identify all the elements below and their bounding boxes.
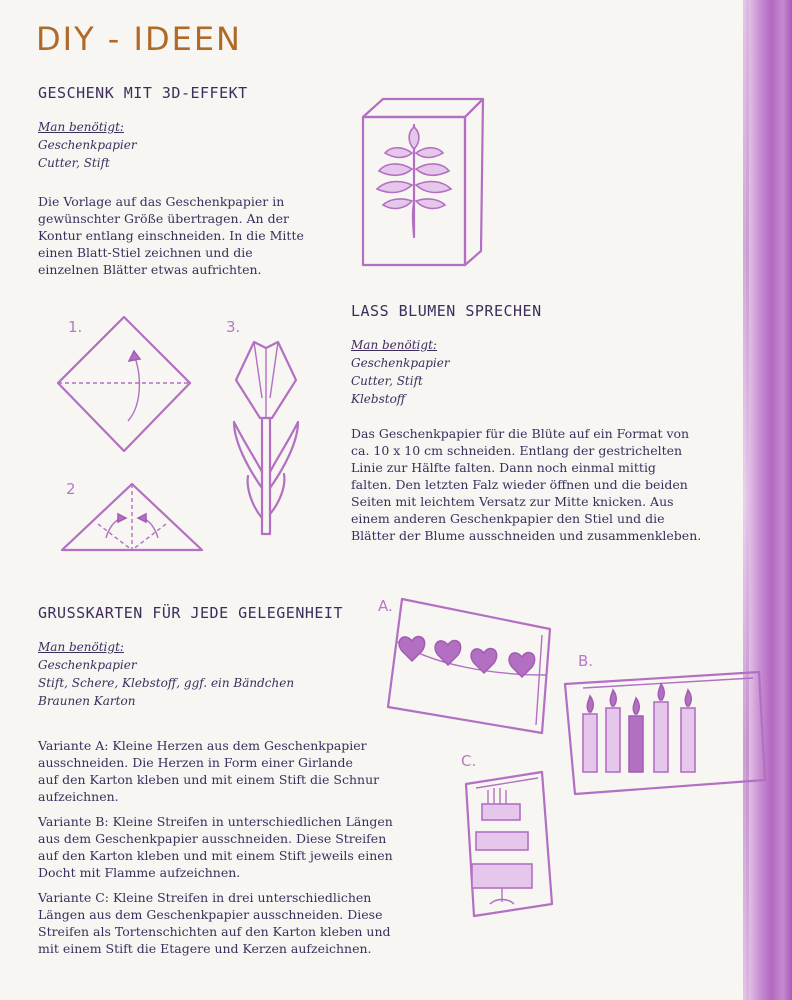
materials-list-flowers	[351, 336, 450, 408]
card-label-b: B.	[578, 652, 594, 670]
variant-b	[38, 813, 428, 881]
text-line: aus dem Geschenkpapier ausschneiden. Diese Streifen	[38, 831, 387, 846]
card-b-candles-illustration	[563, 668, 768, 798]
text-line: ca. 10 x 10 cm schneiden. Entlang der gestrichelten	[351, 443, 683, 458]
variants-text	[38, 737, 428, 957]
text-line: Docht mit Flamme aufzeichnen.	[38, 865, 241, 880]
material-item: Cutter, Stift	[38, 156, 110, 170]
tulip-diagram	[226, 338, 306, 538]
card-c-cake-illustration	[460, 770, 556, 920]
card-label-c: C.	[461, 752, 477, 770]
text-line: Die Vorlage auf das Geschenkpapier in	[38, 194, 285, 209]
text-line: einen Blatt-Stiel zeichnen und die	[38, 245, 253, 260]
variant-a	[38, 737, 428, 805]
text-line: Variante A: Kleine Herzen aus dem Geschenkpapier	[38, 738, 367, 753]
text-line: gewünschter Größe übertragen. An der	[38, 211, 289, 226]
text-line: Linie zur Hälfte falten. Dann noch einmal mittig	[351, 460, 656, 475]
variant-c	[38, 889, 428, 957]
material-item: Braunen Karton	[38, 694, 136, 708]
material-item: Cutter, Stift	[351, 374, 423, 388]
card-label-a: A.	[378, 597, 393, 615]
materials-list-3d-gift	[38, 118, 137, 172]
step-label-2: 2	[66, 480, 76, 498]
text-line: Blätter der Blume ausschneiden und zusammenkleben.	[351, 528, 702, 543]
text-line: ausschneiden. Die Herzen in Form einer Girlande	[38, 755, 353, 770]
material-item: Klebstoff	[351, 392, 406, 406]
text-line: einem anderen Geschenkpapier den Stiel und die	[351, 511, 665, 526]
material-item: Stift, Schere, Klebstoff, ggf. ein Bändchen	[38, 676, 295, 690]
text-line: falten. Den letzten Falz wieder öffnen und die beiden	[351, 477, 688, 492]
text-line: Variante C: Kleine Streifen in drei unterschiedlichen	[38, 890, 372, 905]
page-title: DIY - IDEEN	[36, 20, 242, 58]
text-line: Längen aus dem Geschenkpapier ausschneiden. Diese	[38, 907, 383, 922]
text-line: Das Geschenkpapier für die Blüte auf ein Format von	[351, 426, 690, 441]
text-line: aufzeichnen.	[38, 789, 119, 804]
materials-heading: Man benötigt:	[351, 338, 437, 352]
text-line: auf den Karton kleben und mit einem Stift die Schnur	[38, 772, 380, 787]
section-title-greeting-cards: GRUSSKARTEN FÜR JEDE GELEGENHEIT	[38, 604, 343, 622]
material-item: Geschenkpapier	[38, 658, 137, 672]
material-item: Geschenkpapier	[38, 138, 137, 152]
watercolor-edge	[746, 0, 792, 1000]
materials-heading: Man benötigt:	[38, 120, 124, 134]
text-line: Seiten mit leichtem Versatz zur Mitte knicken. Aus	[351, 494, 674, 509]
text-line: auf den Karton kleben und mit einem Stift jeweils einen	[38, 848, 393, 863]
text-line: Variante B: Kleine Streifen in unterschiedlichen Längen	[38, 814, 393, 829]
materials-list-greeting-cards	[38, 638, 294, 710]
fold-step-2-diagram	[60, 480, 205, 555]
section-title-flowers: LASS BLUMEN SPRECHEN	[351, 302, 542, 320]
card-a-hearts-illustration	[382, 595, 572, 740]
materials-heading: Man benötigt:	[38, 640, 124, 654]
material-item: Geschenkpapier	[351, 356, 450, 370]
section-title-3d-gift: GESCHENK MIT 3D-EFFEKT	[38, 84, 248, 102]
text-line: einzelnen Blätter etwas aufrichten.	[38, 262, 262, 277]
instructions-flowers	[351, 425, 701, 544]
fold-step-1-diagram	[56, 315, 196, 455]
text-line: Kontur entlang einschneiden. In die Mitte	[38, 228, 304, 243]
text-line: Streifen als Tortenschichten auf den Karton kleben und	[38, 924, 391, 939]
text-line: mit einem Stift die Etagere und Kerzen aufzeichnen.	[38, 941, 372, 956]
instructions-3d-gift	[38, 193, 304, 278]
leaf-gift-box-illustration	[355, 95, 490, 270]
step-label-3: 3.	[226, 318, 241, 336]
step-label-1: 1.	[68, 318, 83, 336]
